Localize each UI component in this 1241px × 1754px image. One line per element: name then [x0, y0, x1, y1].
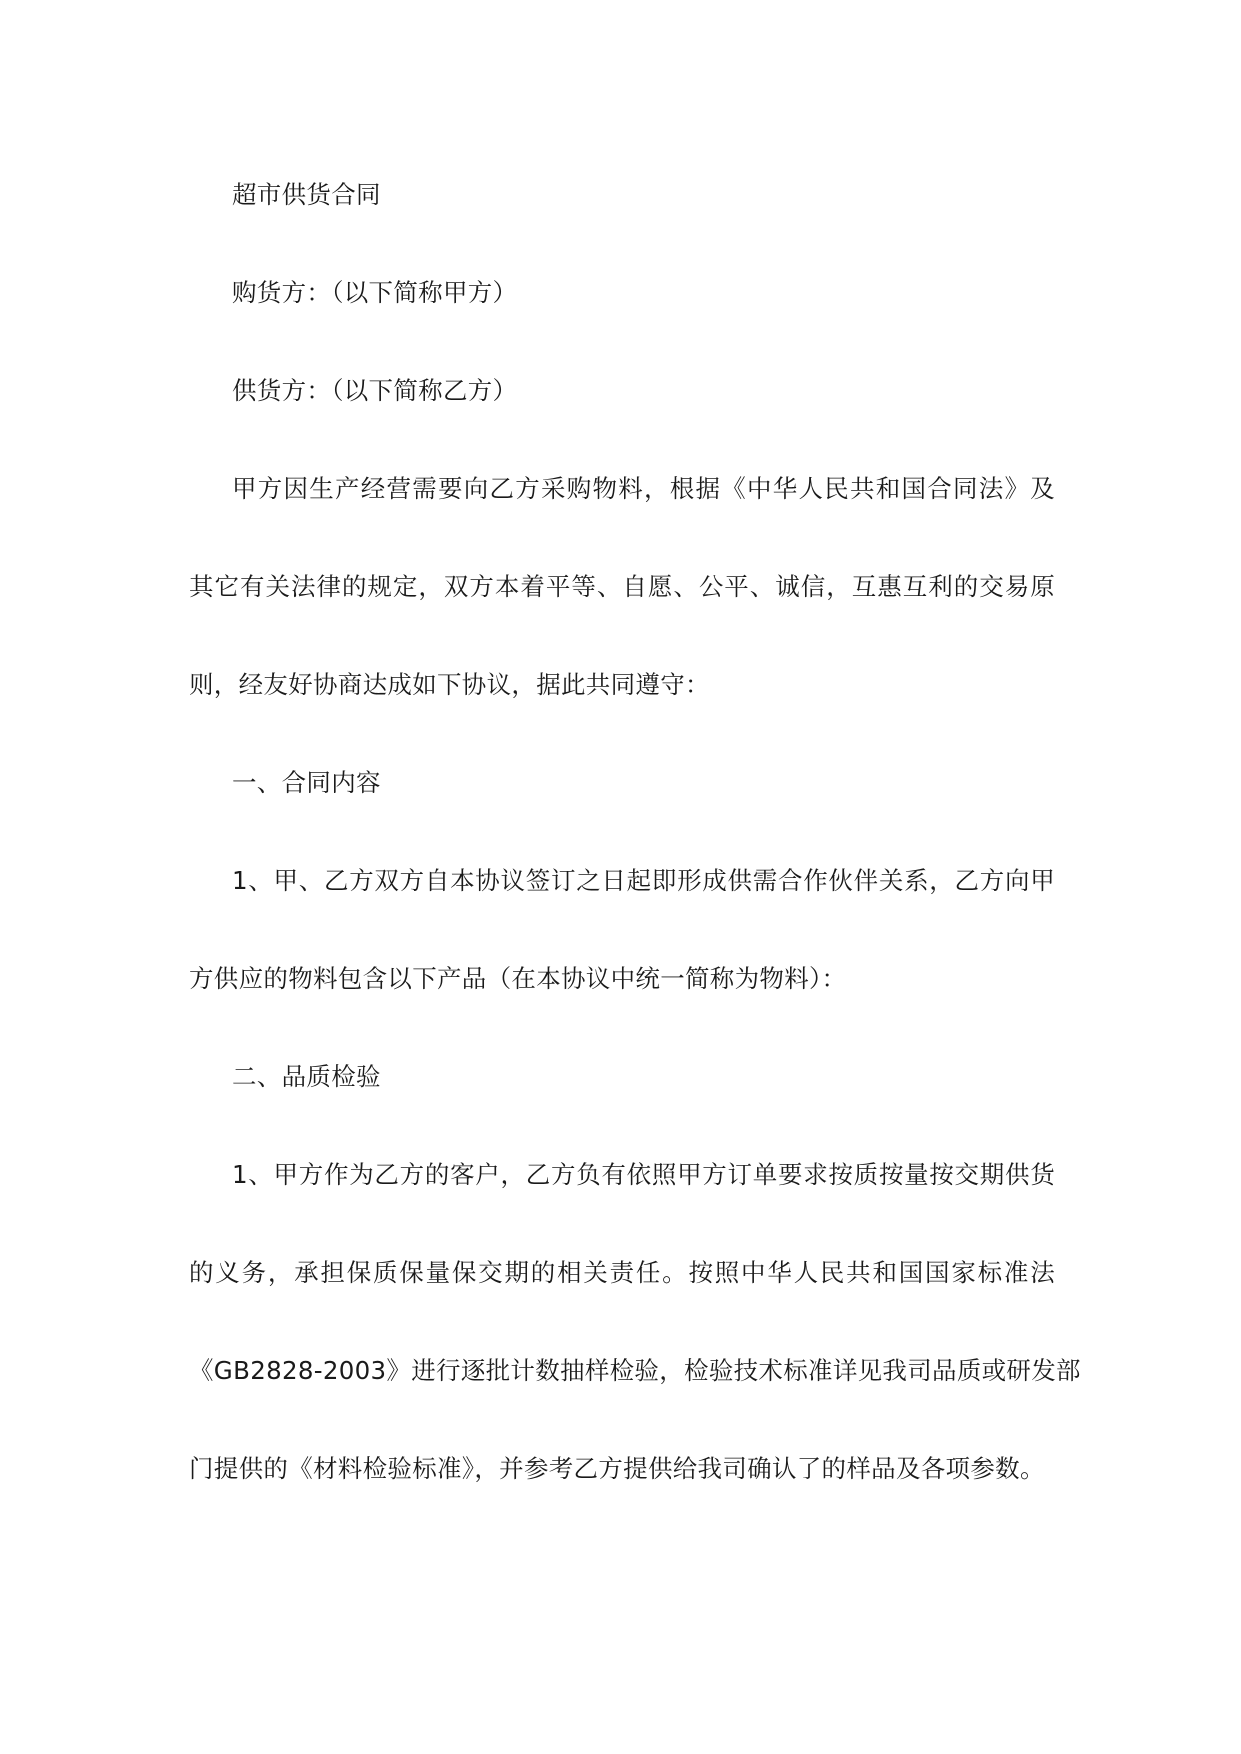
section2-heading: 二、品质检验: [232, 1062, 381, 1091]
intro-line-1: 甲方因生产经营需要向乙方采购物料，根据《中华人民共和国合同法》及: [232, 474, 1055, 503]
buyer-line: 购货方：（以下简称甲方）: [232, 278, 518, 307]
section1-item1-line-2: 方供应的物料包含以下产品（在本协议中统一简称为物料）：: [189, 964, 847, 993]
intro-line-3: 则，经友好协商达成如下协议，据此共同遵守：: [189, 670, 710, 699]
section2-item1-line-1: 1、甲方作为乙方的客户，乙方负有依照甲方订单要求按质按量按交期供货: [232, 1160, 1055, 1189]
document-title: 超市供货合同: [232, 180, 381, 209]
section2-item1-line-4: 门提供的《材料检验标准》，并参考乙方提供给我司确认了的样品及各项参数。: [189, 1454, 1045, 1483]
section2-item1-line-2: 的义务，承担保质保量保交期的相关责任。按照中华人民共和国国家标准法: [189, 1258, 1055, 1287]
section1-heading: 一、合同内容: [232, 768, 381, 797]
intro-paragraph: [189, 440, 1055, 734]
section1-item1-line-1: 1、甲、乙方双方自本协议签订之日起即形成供需合作伙伴关系，乙方向甲: [232, 866, 1055, 895]
intro-line-2: 其它有关法律的规定，双方本着平等、自愿、公平、诚信，互惠互利的交易原: [189, 572, 1055, 601]
section2-item1-line-3: 《GB2828-2003》进行逐批计数抽样检验，检验技术标准详见我司品质或研发部: [189, 1356, 1081, 1385]
section1-item1: [189, 832, 1055, 1028]
section2-item1: [189, 1126, 1081, 1518]
supplier-line: 供货方：（以下简称乙方）: [232, 376, 518, 405]
